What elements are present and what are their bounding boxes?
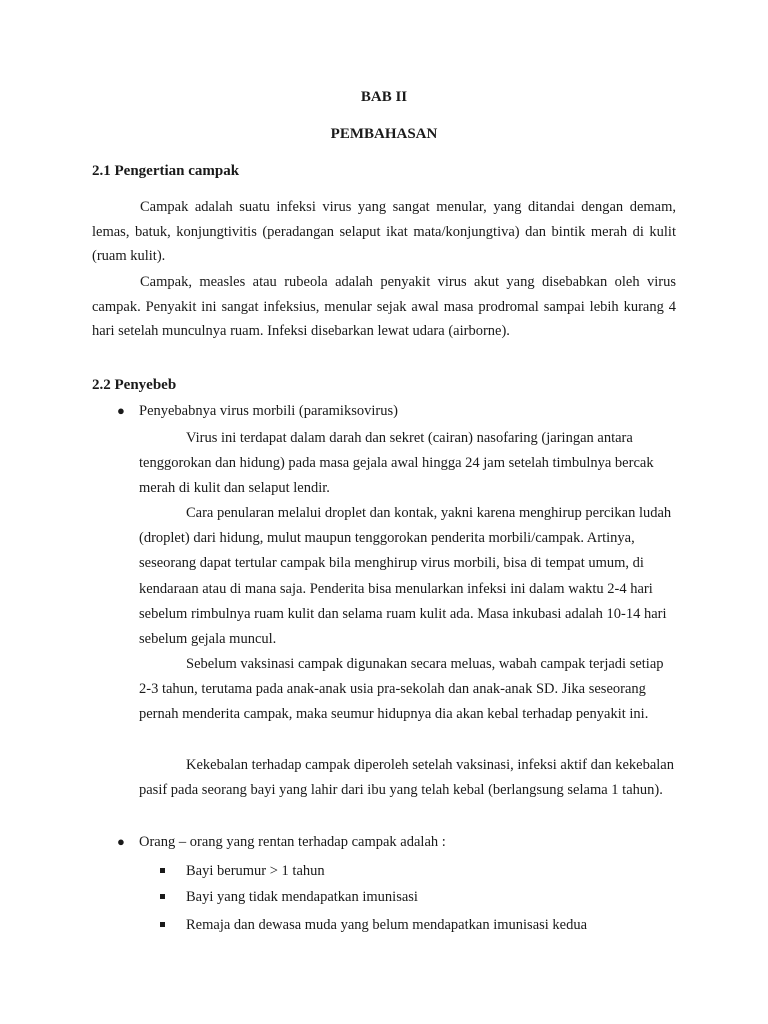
paragraph-measles: Campak, measles atau rubeola adalah penyakit virus akut yang disebabkan oleh virus campak. Penyakit ini sangat infeksius, menular sejak awal masa prodromal sampai lebih kurang 4 hari setelah munculnya ruam. Infeksi disebarkan lewat udara (airborne).: [92, 274, 676, 339]
square-bullet-icon: [160, 922, 165, 927]
bullet-text: Penyebabnya virus morbili (paramiksovirus): [139, 403, 398, 419]
bullet-icon: ●: [117, 403, 125, 418]
square-bullet-icon: [160, 868, 165, 873]
section-heading-2: 2.2 Penyebeb: [92, 377, 177, 393]
bullet-text: Orang – orang yang rentan terhadap campak adalah :: [139, 834, 446, 850]
square-bullet-icon: [160, 894, 165, 899]
chapter-subtitle: PEMBAHASAN: [330, 126, 438, 142]
paragraph-definition: Campak adalah suatu infeksi virus yang sangat menular, yang ditandai dengan demam, lemas, batuk, konjungtivitis (peradangan selaput ikat mata/konjungtiva) dan bintik merah di kulit (ruam kulit).: [92, 199, 676, 264]
chapter-title: BAB II: [360, 89, 408, 105]
paragraph-transmission: Cara penularan melalui droplet dan kontak, yakni karena menghirup percikan ludah (droplet) dari hidung, mulut maupun tenggorokan penderita morbili/campak. Artinya, seseorang dapat tertular campak bila menghirup virus morbili, bisa di tempat umum, di kendaraan atau di mana saja. Penderita bisa menularkan infeksi ini dalam waktu 2-4 hari sebelum rimbulnya ruam kulit dan selama ruam kulit ada. Masa inkubasi adalah 10-14 hari sebelum gejala muncul.: [139, 505, 672, 648]
sub-list-text: Bayi yang tidak mendapatkan imunisasi: [186, 889, 418, 905]
section-heading-1: 2.1 Pengertian campak: [92, 163, 240, 179]
sub-list-text: Bayi berumur > 1 tahun: [186, 863, 325, 879]
sub-list-text: Remaja dan dewasa muda yang belum mendapatkan imunisasi kedua: [186, 917, 588, 933]
bullet-icon: ●: [117, 834, 125, 849]
paragraph-immunity: Kekebalan terhadap campak diperoleh setelah vaksinasi, infeksi aktif dan kekebalan pasif pada seorang bayi yang lahir dari ibu yang telah kebal (berlangsung selama 1 tahun).: [139, 757, 674, 799]
paragraph-epidemic: Sebelum vaksinasi campak digunakan secara meluas, wabah campak terjadi setiap 2-3 tahun, terutama pada anak-anak usia pra-sekolah dan anak-anak SD. Jika seseorang pernah menderita campak, maka seumur hidupnya dia akan kebal terhadap penyakit ini.: [139, 656, 664, 723]
paragraph-virus-location: Virus ini terdapat dalam darah dan sekret (cairan) nasofaring (jaringan antara tenggorokan dan hidung) pada masa gejala awal hingga 24 jam setelah timbulnya bercak merah di kulit dan selaput lendir.: [139, 430, 654, 497]
